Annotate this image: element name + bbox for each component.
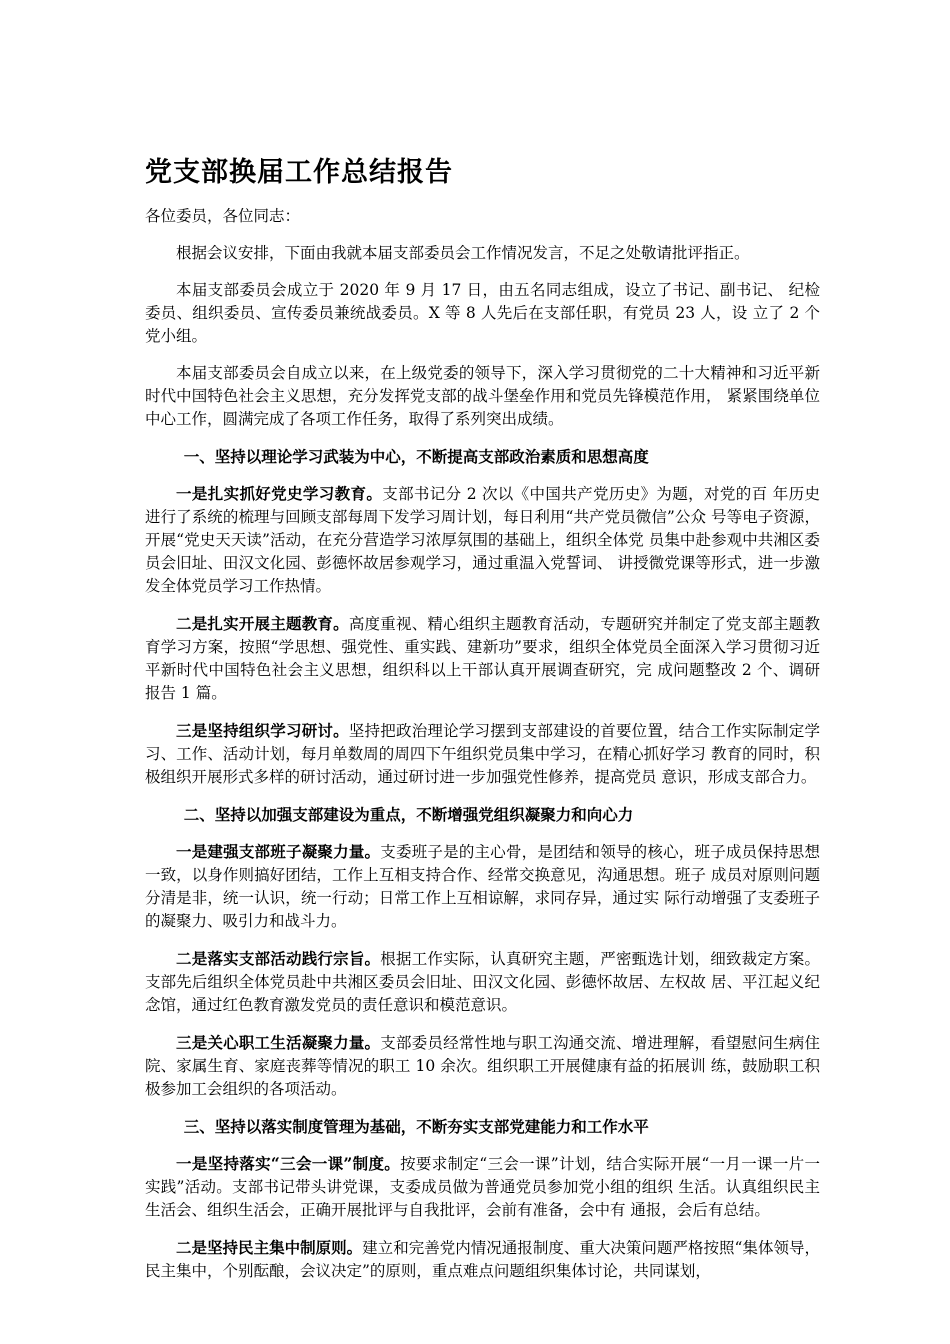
document-title: 党支部换届工作总结报告 <box>145 157 453 188</box>
section-item <box>145 840 820 933</box>
section-item <box>145 947 820 1017</box>
intro-paragraph: 根据会议安排，下面由我就本届支部委员会工作情况发言，不足之处敬请批评指正。 <box>176 244 750 262</box>
item-text: 建立和完善党内情况通报制度、重大决策问题严格按照“集体领导，民主集中，个别酝酿，会议决定”的原则，重点难点问题组织集体讨论，共同谋划， <box>145 1239 820 1280</box>
item-text: 支部委员经常性地与职工沟通交流、增进理解，看望慰问生病住院、家属生育、家庭丧葬等情况的职工 10 余次。组织职工开展健康有益的拓展训 练，鼓励职工积极参加工会组织的各项活动。 <box>145 1034 820 1098</box>
section-heading: 三、坚持以落实制度管理为基础，不断夯实支部党建能力和工作水平 <box>183 1117 649 1136</box>
salutation: 各位委员，各位同志： <box>145 207 301 225</box>
item-lead: 二是坚持民主集中制原则。 <box>176 1238 363 1257</box>
section-item <box>145 612 820 705</box>
item-text: 支委班子是的主心骨，是团结和领导的核心，班子成员保持思想一致，以身作则搞好团结，工作上互相支持合作、经常交换意见，沟通思想。班子 成员对原则问题分清是非，统一认识，统一行动；日常工作上互相谅解，求同存异，通过实 际行动增强了支委班子的凝聚力、吸引力和战斗力。 <box>145 843 820 930</box>
section-item <box>145 1031 820 1101</box>
item-text: 坚持把政治理论学习摆到支部建设的首要位置，结合工作实际制定学习、工作、活动计划，每月单数周的周四下午组织党员集中学习，在精心抓好学习 教育的同时，积极组织开展形式多样的研讨活动，通过研讨进一步加强党性修养，提高党员 意识，形成支部合力。 <box>145 722 820 786</box>
item-lead: 一是坚持落实“三会一课”制度。 <box>176 1154 401 1173</box>
section-item <box>145 482 820 598</box>
overview-paragraph: 本届支部委员会自成立以来，在上级党委的领导下，深入学习贯彻党的二十大精神和习近平新时代中国特色社会主义思想，充分发挥党支部的战斗堡垒作用和党员先锋模范作用， 紧紧围绕单位中心工作，圆满完成了各项工作任务，取得了系列突出成绩。 <box>145 364 820 428</box>
item-text: 按要求制定“三会一课”计划，结合实际开展“一月一课一片一实践”活动。支部书记带头讲党课，支委成员做为普通党员参加党小组的组织 生活。认真组织民主生活会、组织生活会，正确开展批评与自我批评，会前有准备，会中有 通报，会后有总结。 <box>145 1155 820 1219</box>
item-lead: 二是落实支部活动践行宗旨。 <box>176 949 381 968</box>
item-lead: 一是建强支部班子凝聚力量。 <box>176 842 381 861</box>
background-paragraph: 本届支部委员会成立于 2020 年 9 月 17 日，由五名同志组成，设立了书记、副书记、 纪检委员、组织委员、宣传委员兼统战委员。X 等 8 人先后在支部任职，有党员 23 人，设 立了 2 个党小组。 <box>145 281 820 345</box>
item-text: 高度重视、精心组织主题教育活动，专题研究并制定了党支部主题教育学习方案，按照“学思想、强党性、重实践、建新功”要求，组织全体党员全面深入学习贯彻习近平新时代中国特色社会主义思想，组织科以上干部认真开展调查研究，完 成问题整改 2 个、调研报告 1 篇。 <box>145 615 820 702</box>
item-lead: 二是扎实开展主题教育。 <box>176 614 349 633</box>
item-text: 根据工作实际，认真研究主题，严密甄选计划，细致裁定方案。支部先后组织全体党员赴中共湘区委员会旧址、田汉文化园、彭德怀故居、左权故 居、平江起义纪念馆，通过红色教育激发党员的责任意识和模范意识。 <box>145 950 820 1014</box>
item-lead: 一是扎实抓好党史学习教育。 <box>176 484 383 503</box>
item-lead: 三是坚持组织学习研讨。 <box>176 721 349 740</box>
document-body <box>145 205 820 1297</box>
item-lead: 三是关心职工生活凝聚力量。 <box>176 1033 381 1052</box>
section-heading: 一、坚持以理论学习武装为中心，不断提高支部政治素质和思想高度 <box>183 447 649 466</box>
item-text: 支部书记分 2 次以《中国共产党历史》为题，对党的百 年历史进行了系统的梳理与回顾支部每周下发学习周计划，每日利用“共产党员微信”公众 号等电子资源，开展“党史天天读”活动，在充分营造学习浓厚氛围的基础上，组织全体党 员集中赴参观中共湘区委员会旧址、田汉文化园、彭德怀故居参观学习，通过重温入党誓词、 讲授微党课等形式，进一步激发全体党员学习工作热情。 <box>145 485 820 595</box>
section-heading: 二、坚持以加强支部建设为重点，不断增强党组织凝聚力和向心力 <box>183 805 634 824</box>
section-item <box>145 1236 820 1283</box>
section-item <box>145 1152 820 1222</box>
section-item <box>145 719 820 789</box>
